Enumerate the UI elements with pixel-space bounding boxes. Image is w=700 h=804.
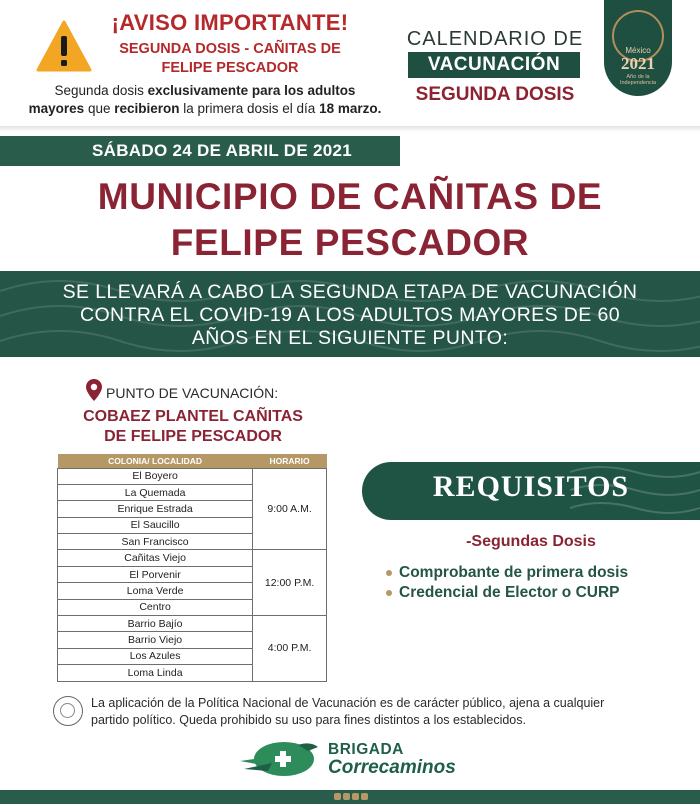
announcement-line2: CONTRA EL COVID-19 A LOS ADULTOS MAYORES DE 60 bbox=[79, 304, 620, 326]
requisito-text: Comprobante de primera dosis bbox=[399, 564, 629, 581]
aviso-body-text: Segunda dosis bbox=[54, 83, 148, 98]
logo-year: 2021 bbox=[621, 54, 655, 73]
requisitos-list bbox=[385, 563, 685, 603]
date-bar: SÁBADO 24 DE ABRIL DE 2021 bbox=[0, 136, 400, 166]
announcement-band bbox=[0, 271, 700, 357]
aviso-subtitle-line1: SEGUNDA DOSIS - CAÑITAS DE bbox=[119, 41, 341, 57]
aviso-body-text: que bbox=[84, 101, 115, 116]
location-cell: El Saucillo bbox=[58, 517, 253, 533]
header bbox=[0, 0, 700, 130]
time-cell: 9:00 A.M. bbox=[253, 468, 327, 550]
location-cell: El Boyero bbox=[58, 468, 253, 484]
requisitos-title: REQUISITOS bbox=[432, 470, 630, 503]
location-pin-icon bbox=[86, 379, 102, 401]
legal-line2: partido político. Queda prohibido su uso para fines distintos a los establecidos. bbox=[91, 712, 526, 727]
location-cell: La Quemada bbox=[58, 484, 253, 500]
calendar-vacunacion: VACUNACIÓN bbox=[408, 52, 580, 78]
calendar-title: CALENDARIO DE bbox=[406, 28, 584, 50]
aviso-body-bold: recibieron bbox=[114, 101, 180, 116]
list-item bbox=[385, 563, 685, 583]
table-row bbox=[58, 468, 327, 484]
punto-name bbox=[58, 407, 328, 447]
instagram-icon[interactable] bbox=[352, 793, 359, 800]
logo-mexico: México bbox=[625, 46, 651, 55]
time-cell: 12:00 P.M. bbox=[253, 550, 327, 616]
table-header-row bbox=[58, 454, 327, 468]
table-row bbox=[58, 550, 327, 566]
requisitos-banner bbox=[362, 462, 700, 520]
aviso-body-bold: exclusivamente para los adultos bbox=[147, 83, 356, 98]
brigada-label: BRIGADA bbox=[328, 741, 404, 758]
brigada-correcaminos-logo bbox=[238, 739, 320, 781]
bullet-icon bbox=[386, 590, 392, 596]
facebook-icon[interactable] bbox=[334, 793, 341, 800]
aviso-body bbox=[0, 82, 410, 118]
aviso-body-bold: 18 marzo. bbox=[319, 101, 382, 116]
time-cell: 4:00 P.M. bbox=[253, 616, 327, 682]
aviso-body-text: la primera dosis el día bbox=[179, 101, 320, 116]
municipality-line1: MUNICIPIO DE CAÑITAS DE bbox=[97, 176, 603, 217]
requisito-text: Credencial de Elector o CURP bbox=[399, 584, 620, 601]
table-row bbox=[58, 616, 327, 632]
location-cell: Loma Linda bbox=[58, 665, 253, 681]
column-header-time: HORARIO bbox=[253, 454, 327, 468]
announcement-line3: AÑOS EN EL SIGUIENTE PUNTO: bbox=[191, 327, 509, 349]
logo-subtitle: Año de la Independencia bbox=[619, 74, 657, 86]
location-cell: Barrio Viejo bbox=[58, 632, 253, 648]
mexico-2021-logo bbox=[604, 0, 672, 96]
aviso-subtitle bbox=[90, 40, 370, 78]
location-cell: Loma Verde bbox=[58, 583, 253, 599]
aviso-subtitle-line2: FELIPE PESCADOR bbox=[161, 60, 299, 76]
youtube-icon[interactable] bbox=[361, 793, 368, 800]
legal-disclaimer bbox=[91, 695, 691, 728]
bullet-icon bbox=[386, 570, 392, 576]
social-icons bbox=[334, 792, 368, 802]
calendar-segunda-dosis: SEGUNDA DOSIS bbox=[415, 84, 575, 105]
announcement-text bbox=[20, 281, 680, 350]
column-header-location: COLONIA/ LOCALIDAD bbox=[58, 454, 253, 468]
schedule-table-body bbox=[58, 468, 327, 681]
location-cell: Barrio Bajío bbox=[58, 616, 253, 632]
schedule-table bbox=[57, 454, 327, 682]
mexico-seal-icon bbox=[53, 696, 83, 726]
punto-name-line1: COBAEZ PLANTEL CAÑITAS bbox=[83, 408, 303, 425]
twitter-icon[interactable] bbox=[343, 793, 350, 800]
seal-center bbox=[60, 703, 75, 718]
aviso-title: ¡AVISO IMPORTANTE! bbox=[111, 10, 349, 35]
location-cell: Centro bbox=[58, 599, 253, 615]
location-cell: San Francisco bbox=[58, 534, 253, 550]
punto-name-line2: DE FELIPE PESCADOR bbox=[104, 428, 282, 445]
location-cell: Cañitas Viejo bbox=[58, 550, 253, 566]
warning-icon bbox=[36, 20, 92, 72]
aviso-body-bold: mayores bbox=[28, 101, 85, 116]
municipality-line2: FELIPE PESCADOR bbox=[170, 222, 530, 263]
list-item bbox=[385, 583, 685, 603]
header-divider bbox=[0, 126, 700, 132]
location-cell: Los Azules bbox=[58, 648, 253, 664]
requisitos-subtitle: -Segundas Dosis bbox=[466, 533, 596, 550]
legal-line1: La aplicación de la Política Nacional de Vacunación es de carácter público, ajena a cualquier bbox=[91, 696, 605, 710]
location-cell: El Porvenir bbox=[58, 566, 253, 582]
location-cell: Enrique Estrada bbox=[58, 501, 253, 517]
punto-label: PUNTO DE VACUNACIÓN: bbox=[106, 385, 279, 401]
municipality-title bbox=[20, 174, 680, 266]
announcement-line1: SE LLEVARÁ A CABO LA SEGUNDA ETAPA DE VACUNACIÓN bbox=[62, 281, 638, 303]
correcaminos-label: Correcaminos bbox=[328, 757, 456, 778]
